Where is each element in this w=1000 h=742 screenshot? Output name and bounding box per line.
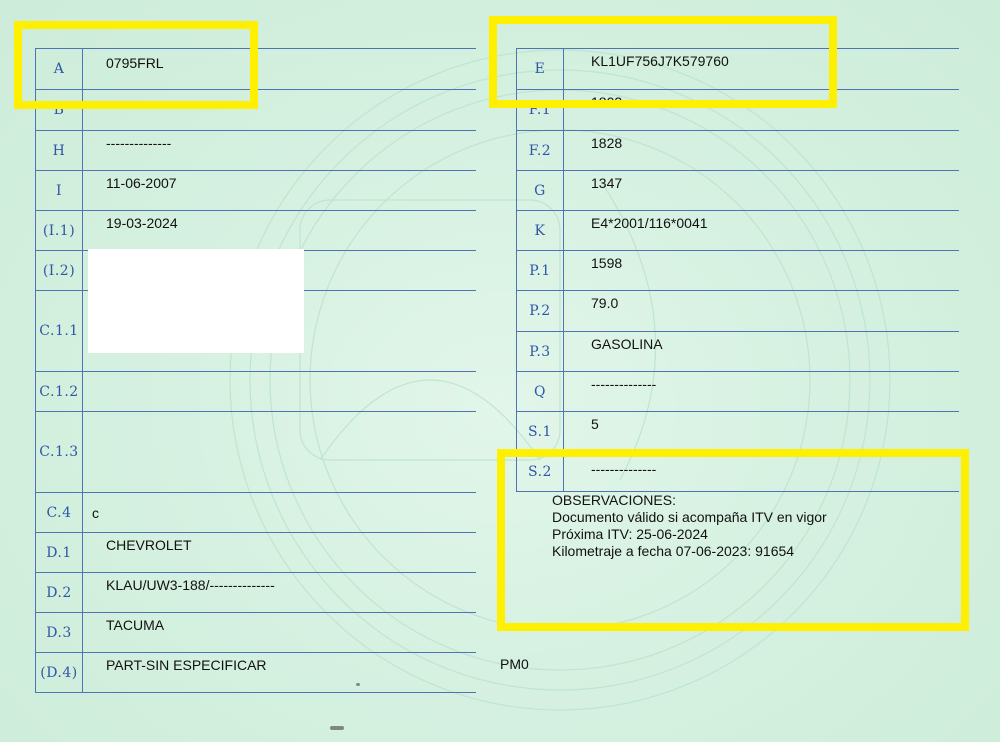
field-value: -------------- <box>106 135 172 151</box>
field-code: C.4 <box>36 493 83 532</box>
field-code: K <box>517 211 564 250</box>
field-row-g <box>517 171 959 211</box>
field-row-p2 <box>517 291 959 332</box>
field-code: D.2 <box>36 573 83 612</box>
field-code: B <box>36 90 83 130</box>
field-code: P.1 <box>517 251 564 290</box>
field-row-k <box>517 211 959 251</box>
field-code: (D.4) <box>36 653 83 692</box>
field-value: KL1UF756J7K579760 <box>591 53 729 69</box>
left-fields-table <box>35 48 476 693</box>
field-code: (I.1) <box>36 211 83 250</box>
field-row-c4 <box>36 493 476 533</box>
field-code: (I.2) <box>36 251 83 290</box>
field-code: P.2 <box>517 291 564 331</box>
field-value: TACUMA <box>106 617 165 633</box>
footer-code: PM0 <box>500 656 529 672</box>
field-row-s1 <box>517 412 959 452</box>
field-value: 1598 <box>591 255 623 271</box>
field-code: S.1 <box>517 412 564 451</box>
field-code: P.3 <box>517 332 564 371</box>
field-row-i <box>36 171 476 211</box>
field-row-p3 <box>517 332 959 372</box>
observaciones-title: OBSERVACIONES: <box>552 492 676 508</box>
field-row-c12 <box>36 372 476 412</box>
field-row-d1 <box>36 533 476 573</box>
field-value: c <box>92 505 99 521</box>
field-code: A <box>36 49 83 89</box>
field-code: G <box>517 171 564 210</box>
ink-speck <box>356 683 360 686</box>
field-value: -------------- <box>591 376 657 392</box>
right-fields-table <box>516 48 959 492</box>
field-row-h <box>36 131 476 171</box>
highlight-box-observaciones <box>497 449 969 631</box>
highlight-box-vin <box>489 16 837 108</box>
field-code: S.2 <box>517 452 564 491</box>
field-value: 79.0 <box>591 295 619 311</box>
field-row-d4 <box>36 653 476 693</box>
field-code: C.1.2 <box>36 372 83 411</box>
field-value: CHEVROLET <box>106 537 192 553</box>
field-value: GASOLINA <box>591 336 663 352</box>
field-code: F.1 <box>517 90 564 130</box>
field-value: PART-SIN ESPECIFICAR <box>106 657 267 673</box>
field-code: C.1.1 <box>36 291 83 371</box>
field-code: D.1 <box>36 533 83 572</box>
field-row-c13 <box>36 412 476 493</box>
field-row-q <box>517 372 959 412</box>
field-row-d3 <box>36 613 476 653</box>
field-code: Q <box>517 372 564 411</box>
field-code: I <box>36 171 83 210</box>
field-row-d2 <box>36 573 476 613</box>
field-value: 1828 <box>591 135 623 151</box>
redaction-box <box>88 249 304 353</box>
field-code: H <box>36 131 83 170</box>
field-code: C.1.3 <box>36 412 83 492</box>
field-row-f2 <box>517 131 959 171</box>
ink-speck <box>330 726 344 730</box>
field-code: E <box>517 49 564 89</box>
field-value: KLAU/UW3-188/-------------- <box>106 577 275 593</box>
field-row-p1 <box>517 251 959 291</box>
field-value: 11-06-2007 <box>106 175 177 191</box>
observaciones-line: Próxima ITV: 25-06-2024 <box>552 526 708 542</box>
field-value: 5 <box>591 416 599 432</box>
field-value: 1803 <box>591 94 623 110</box>
field-code: D.3 <box>36 613 83 652</box>
field-value: -------------- <box>591 461 657 477</box>
field-value: 1347 <box>591 175 623 191</box>
field-code: F.2 <box>517 131 564 170</box>
field-value: 19-03-2024 <box>106 215 178 231</box>
field-row-i1 <box>36 211 476 251</box>
observaciones-line: Documento válido si acompaña ITV en vigor <box>552 509 827 525</box>
field-value: 0795FRL <box>106 55 164 71</box>
highlight-box-plate <box>14 21 258 109</box>
observaciones-line: Kilometraje a fecha 07-06-2023: 91654 <box>552 543 795 559</box>
field-value: E4*2001/116*0041 <box>591 215 708 231</box>
